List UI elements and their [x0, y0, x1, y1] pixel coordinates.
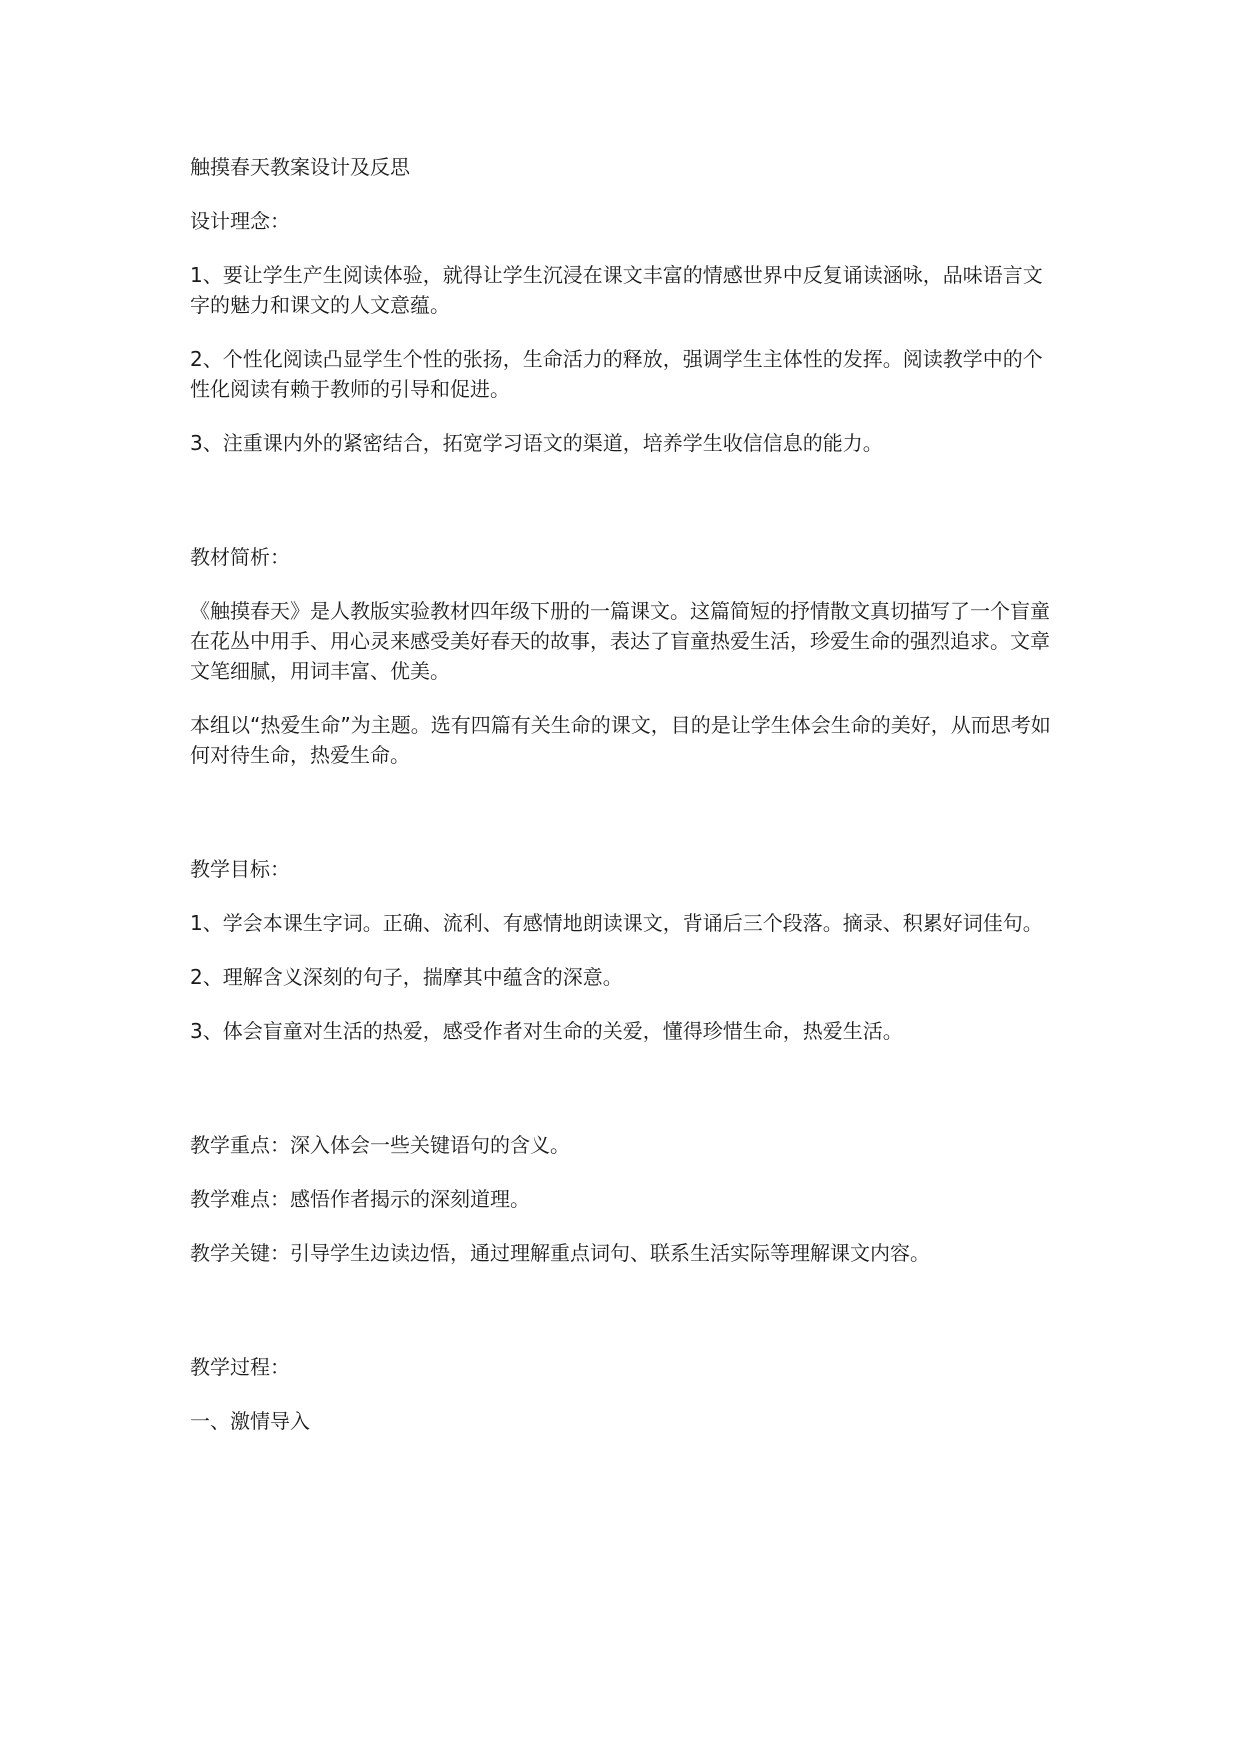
teaching-goal-item: 1、学会本课生字词。正确、流利、有感情地朗读课文，背诵后三个段落。摘录、积累好词佳句。: [190, 911, 1043, 935]
teaching-process-step: 一、激情导入: [190, 1409, 310, 1433]
document-body: [190, 152, 1058, 1460]
textbook-analysis-heading: 教材简析：: [190, 545, 290, 569]
teaching-process-heading: 教学过程：: [190, 1355, 290, 1379]
design-concept-item: 3、注重课内外的紧密结合，拓宽学习语文的渠道，培养学生收信信息的能力。: [190, 431, 883, 455]
design-concept-item: 2、个性化阅读凸显学生个性的张扬，生命活力的释放，强调学生主体性的发挥。阅读教学中的个性化阅读有赖于教师的引导和促进。: [190, 347, 1043, 401]
teaching-goals-heading: 教学目标：: [190, 857, 290, 881]
design-concept-item: 1、要让学生产生阅读体验，就得让学生沉浸在课文丰富的情感世界中反复诵读涵咏，品味语言文字的魅力和课文的人文意蕴。: [190, 263, 1043, 317]
textbook-analysis-paragraph: 本组以“热爱生命”为主题。选有四篇有关生命的课文，目的是让学生体会生命的美好，从而思考如何对待生命，热爱生命。: [190, 713, 1051, 767]
teaching-focus: 教学重点：深入体会一些关键语句的含义。: [190, 1133, 570, 1157]
design-concept-heading: 设计理念：: [190, 209, 290, 233]
document-title: 触摸春天教案设计及反思: [190, 155, 410, 179]
textbook-analysis-paragraph: 《触摸春天》是人教版实验教材四年级下册的一篇课文。这篇简短的抒情散文真切描写了一个盲童在花丛中用手、用心灵来感受美好春天的故事，表达了盲童热爱生活，珍爱生命的强烈追求。文章文笔细腻，用词丰富、优美。: [190, 599, 1050, 683]
teaching-key: 教学关键：引导学生边读边悟，通过理解重点词句、联系生活实际等理解课文内容。: [190, 1241, 930, 1265]
teaching-difficulty: 教学难点：感悟作者揭示的深刻道理。: [190, 1187, 530, 1211]
teaching-goal-item: 3、体会盲童对生活的热爱，感受作者对生命的关爱，懂得珍惜生命，热爱生活。: [190, 1019, 903, 1043]
teaching-goal-item: 2、理解含义深刻的句子，揣摩其中蕴含的深意。: [190, 965, 623, 989]
